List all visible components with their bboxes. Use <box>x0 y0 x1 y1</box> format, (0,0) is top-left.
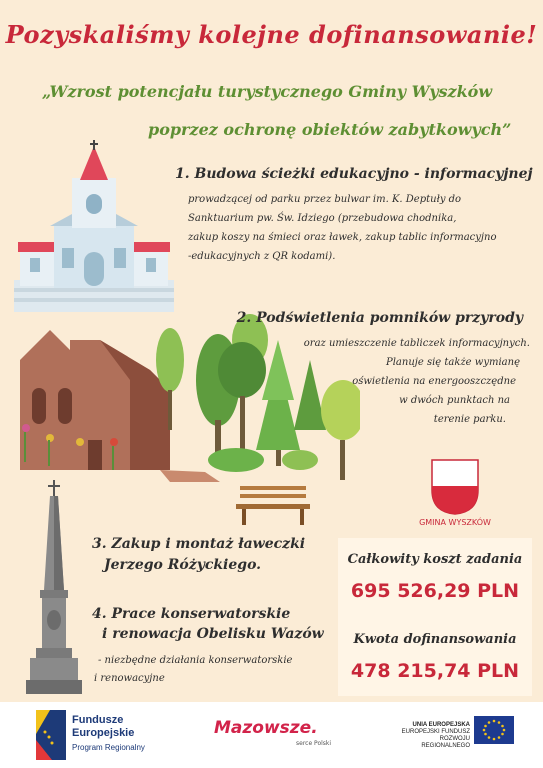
item-1-line: -edukacyjnych z QR kodami). <box>188 251 336 262</box>
item-2-line: Planuje się także wymianę <box>385 357 520 368</box>
item-3-heading-line: 3. Zakup i montaż ławeczki <box>92 536 306 552</box>
item-3-heading <box>92 536 332 573</box>
item-3-heading-line: Jerzego Różyckiego. <box>104 557 262 573</box>
page-title: Pozyskaliśmy kolejne dofinansowanie! <box>5 20 538 49</box>
ue-line: UNIA EUROPEJSKA <box>412 722 470 728</box>
grant-value: 478 215,74 PLN <box>350 660 520 682</box>
subtitle-line-1: „Wzrost potencjału turystycznego Gminy Wyszków <box>42 82 493 101</box>
eu-flag-icon <box>474 716 514 744</box>
item-4-heading <box>92 604 332 644</box>
item-4-heading-line: 4. Prace konserwatorskie <box>92 606 291 622</box>
item-1-heading: 1. Budowa ścieżki edukacyjno - informacyjnej <box>175 166 533 182</box>
item-2-text <box>240 334 530 429</box>
grant-label: Kwota dofinansowania <box>353 632 517 647</box>
program-regionalny-text: Program Regionalny <box>72 743 145 752</box>
fe-line: Europejskie <box>72 727 135 739</box>
bench-icon <box>236 486 310 525</box>
item-2-line: terenie parku. <box>433 414 506 425</box>
item-2-line: oraz umieszczenie tabliczek informacyjnych. <box>303 338 530 349</box>
footer <box>0 702 543 768</box>
item-2-line: w dwóch punktach na <box>399 395 510 406</box>
total-cost-value: 695 526,29 PLN <box>350 580 520 602</box>
item-4-line: i renowacyjne <box>94 673 165 684</box>
item-1-line: Sanktuarium pw. Św. Idziego (przebudowa chodnika, <box>188 213 457 224</box>
ue-text <box>390 722 470 750</box>
cost-box <box>338 538 532 696</box>
total-cost-label: Całkowity koszt zadania <box>347 552 523 567</box>
fe-line: Fundusze <box>72 714 124 726</box>
fundusze-europejskie-logo-icon <box>36 710 66 760</box>
church-icon <box>14 140 174 312</box>
item-4-text <box>94 652 338 688</box>
ue-line: ROZWOJU REGIONALNEGO <box>421 736 470 749</box>
item-4-line: - niezbędne działania konserwatorskie <box>98 655 293 666</box>
mazowsze-logo: Mazowsze. <box>214 718 318 738</box>
emblem-caption: GMINA WYSZKÓW <box>419 518 491 527</box>
subtitle-line-2: poprzez ochronę obiektów zabytkowych” <box>148 120 512 139</box>
obelisk-illustration <box>26 480 82 702</box>
obelisk-icon <box>26 480 82 694</box>
item-4-heading-line: i renowacja Obelisku Wazów <box>102 626 324 642</box>
fundusze-europejskie-text <box>72 714 134 740</box>
item-1-text <box>188 190 528 266</box>
ue-line: EUROPEJSKI FUNDUSZ <box>401 729 470 735</box>
item-1-line: prowadzącej od parku przez bulwar im. K. Deptuły do <box>188 194 462 205</box>
church-illustration <box>14 140 174 320</box>
mazowsze-tagline: serce Polski <box>296 740 332 747</box>
item-1-line: zakup koszy na śmieci oraz ławek, zakup tablic informacyjno <box>188 232 497 243</box>
item-2-heading: 2. Podświetlenia pomników przyrody <box>236 310 523 326</box>
coat-of-arms-icon <box>430 458 480 516</box>
item-2-line: oświetlenia na energooszczędne <box>352 376 516 387</box>
